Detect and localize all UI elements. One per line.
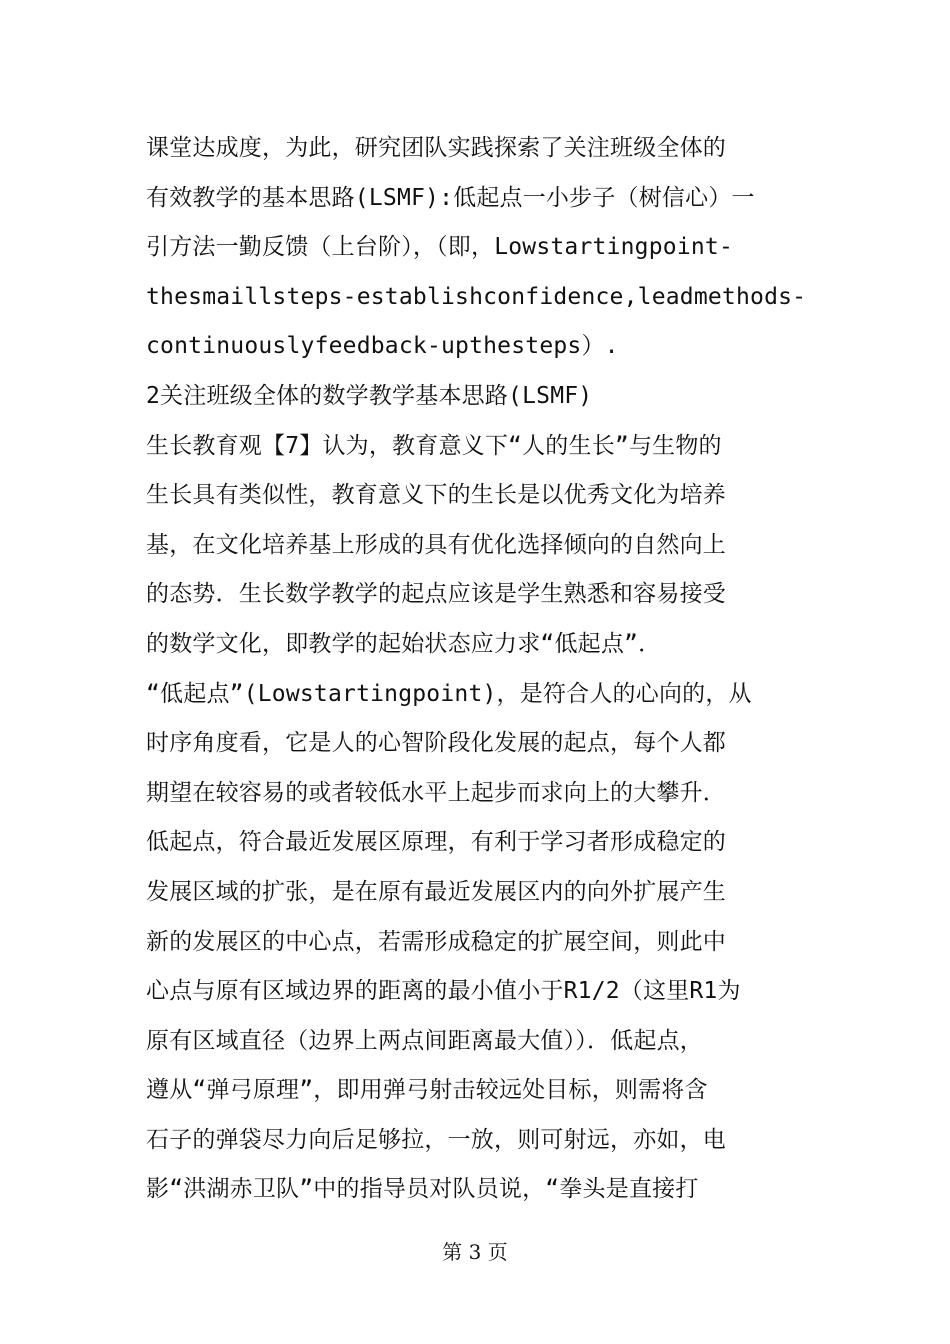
text-line: 发展区域的扩张，是在原有最近发展区内的向外扩展产生	[146, 878, 726, 905]
text-line: continuouslyfeedback-upthesteps）.	[146, 333, 619, 360]
text-line: 期望在较容易的或者较低水平上起步而求向上的大攀升．	[146, 779, 726, 806]
text-line: 心点与原有区域边界的距离的最小值小于R1/2（这里R1为	[146, 978, 741, 1005]
text-line: 影“洪湖赤卫队”中的指导员对队员说，“拳头是直接打	[146, 1176, 699, 1203]
text-line: 课堂达成度，为此，研究团队实践探索了关注班级全体的	[146, 135, 726, 161]
text-line: 引方法一勤反馈（上台阶），（即，Lowstartingpoint-	[146, 234, 734, 261]
text-line: thesmaillsteps-establishconfidence,leadmethods-	[146, 283, 807, 310]
page-number: 第 3 页	[442, 1240, 508, 1264]
text-line: 基，在文化培养基上形成的具有优化选择倾向的自然向上	[146, 531, 726, 558]
text-line: 遵从“弹弓原理”，即用弹弓射击较远处目标，则需将含	[146, 1077, 708, 1104]
text-line: 的态势．生长数学教学的起点应该是学生熟悉和容易接受	[146, 581, 726, 608]
text-line: 石子的弹袋尽力向后足够拉，一放，则可射远，亦如，电	[146, 1126, 726, 1153]
body-text	[146, 124, 806, 1215]
section-heading: 2关注班级全体的数学教学基本思路(LSMF)	[146, 382, 593, 409]
text-line: 低起点，符合最近发展区原理，有利于学习者形成稳定的	[146, 829, 726, 856]
text-line: 生长教育观【7】认为，教育意义下“人的生长”与生物的	[146, 432, 722, 459]
text-line: 原有区域直径（边界上两点间距离最大值））．低起点，	[146, 1027, 703, 1054]
text-line: 有效教学的基本思路(LSMF):低起点一小步子（树信心）一	[146, 184, 755, 211]
text-line: 新的发展区的中心点，若需形成稳定的扩展空间，则此中	[146, 928, 726, 955]
text-line: “低起点”(Lowstartingpoint)，是符合人的心向的，从	[146, 680, 752, 707]
text-line: 时序角度看，它是人的心智阶段化发展的起点，每个人都	[146, 730, 726, 757]
text-line: 生长具有类似性，教育意义下的生长是以优秀文化为培养	[146, 482, 726, 509]
text-line: 的数学文化，即教学的起始状态应力求“低起点”．	[146, 630, 662, 657]
